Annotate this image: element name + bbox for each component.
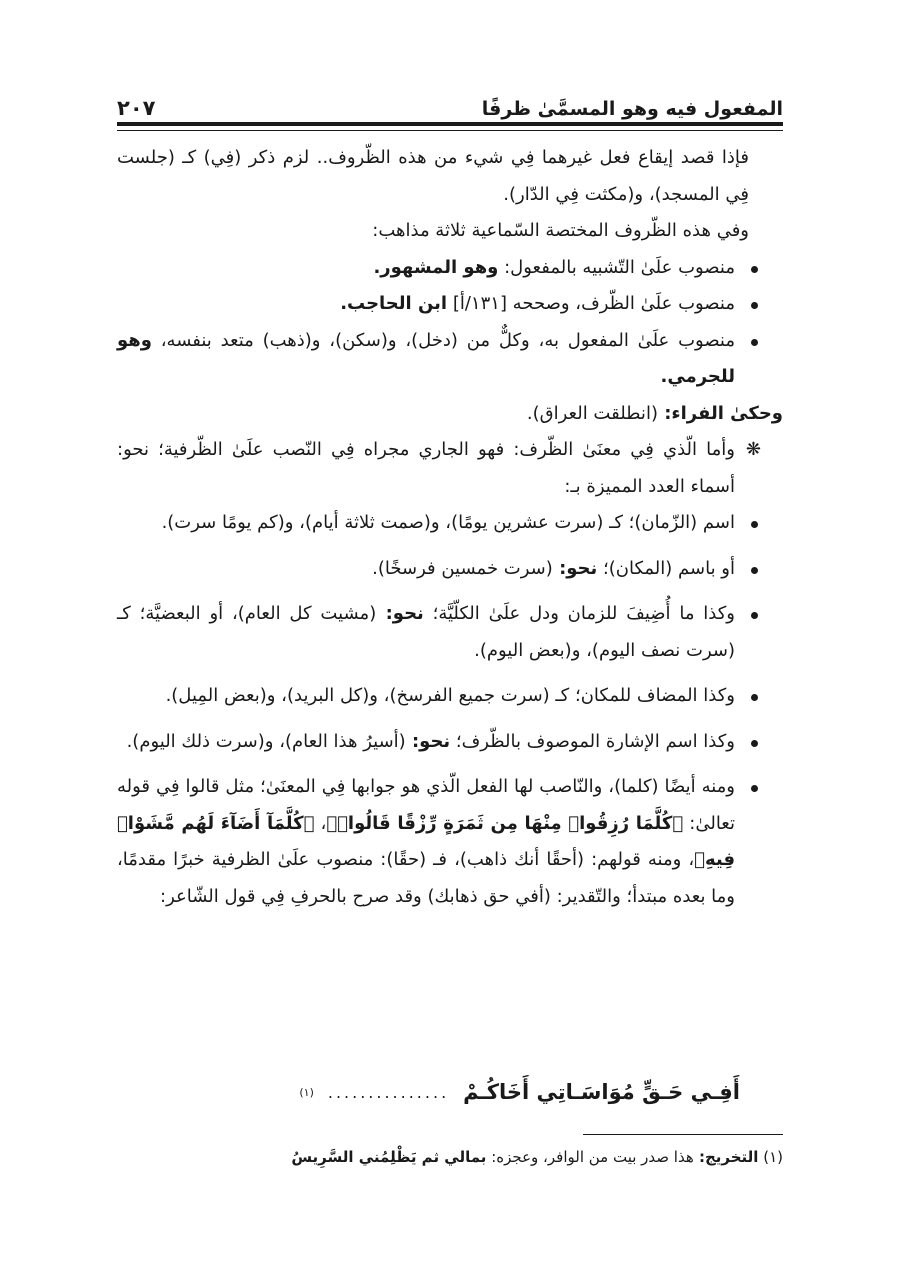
- list-item-emphasis: نحو:: [376, 603, 424, 624]
- list-item-emphasis: وهو المشهور.: [373, 256, 499, 278]
- footnote-label: التخريج:: [693, 1148, 759, 1166]
- main-text: [117, 140, 783, 915]
- footnote-text: هذا صدر بيت من الوافر، وعجزه:: [486, 1148, 694, 1166]
- bullet-icon: [751, 694, 758, 701]
- paragraph: وفي هذه الظّروف المختصة السّماعية ثلاثة مذاهب:: [372, 220, 749, 241]
- list-item-emphasis: ابن الحاجب.: [340, 293, 448, 314]
- list-item-text: وأما الّذي فِي معنَىٰ الظّرف: فهو الجاري مجراه فِي النّصب علَىٰ الظّرفية؛ نحو: أسماء العدد المميزة بـ:: [117, 439, 735, 497]
- star-list: [117, 432, 783, 505]
- list-item-text: ، ومنه قولهم: (أحقًا أنك ذاهب)، فـ (حقًا): منصوب علَىٰ الظرفية خبرًا مقدمًا، وما بعده مبتدأ؛ والتّقدير: (أفي حق ذهابك) وقد صرح بالحرفِ فِي قول الشّاعر:: [117, 849, 735, 907]
- page-header: [117, 84, 783, 120]
- paragraph-emphasis: وحكىٰ الفراء:: [657, 402, 783, 424]
- list-item-emphasis: وهو للجرمي.: [117, 329, 735, 387]
- bullet-icon: [751, 302, 758, 309]
- paragraph-text: (انطلقت العراق).: [526, 402, 658, 424]
- footnote-number: (١): [758, 1148, 783, 1166]
- list-item-text: وكذا ما أُضِيفَ للزمان ودل علَىٰ الكلّيَّة؛: [423, 603, 735, 624]
- list-item-text: منصوب علَىٰ الظّرف، وصححه [١٣١/أ]: [447, 293, 735, 314]
- list-item-text: (مشيت كل العام)، أو البعضيَّة؛ كـ (سرت نصف اليوم)، و(بعض اليوم).: [117, 603, 735, 661]
- bullet-list: [117, 250, 783, 396]
- list-item: [117, 286, 783, 323]
- list-item: [117, 505, 783, 542]
- list-item-text: وكذا اسم الإشارة الموصوف بالظّرف؛: [450, 730, 735, 752]
- footnote-rule: [583, 1134, 783, 1135]
- list-item: [117, 432, 783, 505]
- list-item-text: ومنه أيضًا (كلما)، والنّاصب لها الفعل الّذي هو جوابها فِي المعنَىٰ؛ مثل قالوا فِي قوله تعالىٰ:: [117, 776, 736, 834]
- footnote: [117, 1144, 783, 1170]
- footnote-verse: بمالي ثم يَظْلِمُني السَّرِيسُ: [291, 1148, 487, 1166]
- running-title: المفعول فيه وهو المسمَّىٰ ظرفًا: [481, 98, 783, 120]
- poem-dots: ...............: [327, 1082, 450, 1102]
- paragraph: [117, 396, 783, 433]
- bullet-icon: [751, 612, 758, 619]
- bullet-icon: [751, 567, 758, 574]
- paragraph: فإذا قصد إيقاع فعل غيرهما فِي شيء من هذه الظّروف.. لزم ذكر (فِي) كـ (جلست فِي المسجد)، و(مكثت فِي الدّار).: [117, 147, 749, 205]
- bullet-icon: [751, 740, 758, 747]
- footnote-reference: (١): [299, 1085, 314, 1099]
- list-item: [117, 551, 783, 588]
- list-item-text: اسم (الزّمان)؛ كـ (سرت عشرين يومًا)، و(صمت ثلاثة أيام)، و(كم يومًا سرت).: [161, 512, 735, 533]
- header-rule-thin: [117, 130, 783, 131]
- list-item-text: منصوب علَىٰ التّشبيه بالمفعول:: [498, 256, 735, 278]
- list-item-emphasis: نحو:: [552, 557, 598, 579]
- list-item: [117, 769, 783, 915]
- list-item-text: منصوب علَىٰ المفعول به، وكلٌّ من (دخل)، و(سكن)، و(ذهب) متعد بنفسه،: [151, 329, 735, 351]
- list-item: [117, 323, 783, 396]
- separator: ،: [314, 812, 327, 834]
- list-item-text: أو باسم (المكان)؛: [597, 557, 735, 579]
- list-item-text: (أسيرُ هذا العام)، و(سرت ذلك اليوم).: [126, 730, 406, 752]
- poem-line: [180, 1072, 740, 1112]
- page-number: ٢٠٧: [117, 96, 156, 120]
- list-item: [117, 724, 783, 761]
- bullet-icon: [751, 266, 758, 273]
- star-icon: ❋: [745, 439, 761, 460]
- bullet-icon: [751, 339, 758, 346]
- quran-verse: ﴿كُلَّمَآ أَضَآءَ لَهُم مَّشَوْا۟ فِيهِ﴾: [117, 812, 735, 870]
- list-item-text: (سرت خمسين فرسخًا).: [372, 557, 553, 579]
- list-item: [117, 596, 783, 669]
- list-item-text: وكذا المضاف للمكان؛ كـ (سرت جميع الفرسخ)، و(كل البريد)، و(بعض المِيل).: [165, 685, 735, 706]
- list-item-emphasis: نحو:: [405, 730, 451, 752]
- header-rule-thick: [117, 122, 783, 126]
- list-item: [117, 250, 783, 287]
- bullet-icon: [751, 785, 758, 792]
- list-item: [117, 678, 783, 715]
- bullet-icon: [751, 521, 758, 528]
- quran-verse: ﴿كُلَّمَا رُزِقُوا۟ مِنْهَا مِن ثَمَرَةٍ رِّزْقًا قَالُوا۟﴾: [326, 812, 684, 834]
- bullet-list: [117, 505, 783, 915]
- poem-verse: أَفِـي حَـقٍّ مُوَاسَـاتِي أَخَاكُـمْ: [463, 1080, 740, 1104]
